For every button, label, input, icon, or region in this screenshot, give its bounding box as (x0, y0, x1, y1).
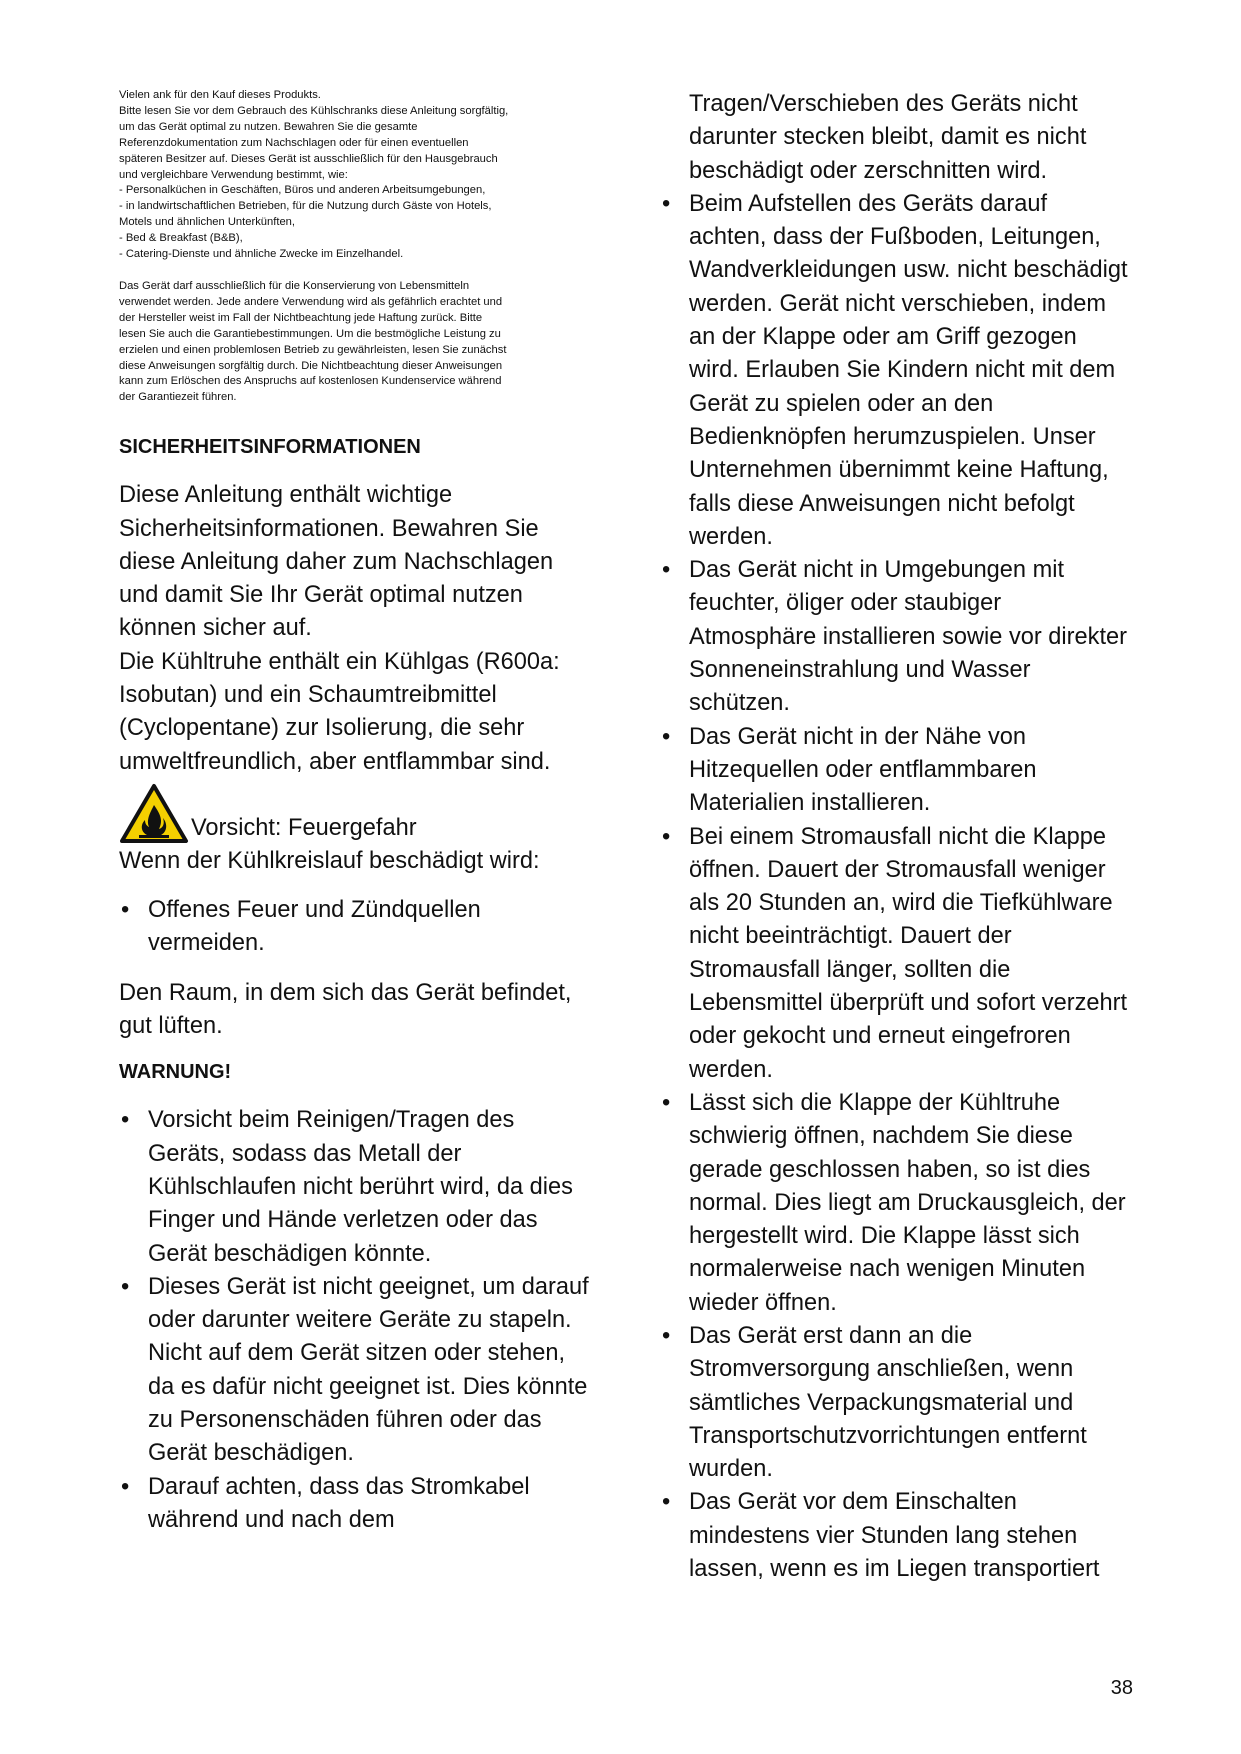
safety-body (119, 479, 589, 1043)
list-item-text: Das Gerät nicht in der Nähe von Hitzequellen oder entflammbaren Materialien installieren. (689, 723, 1037, 817)
bullet-icon: • (662, 823, 671, 850)
safety-paragraph-2: Die Kühltruhe enthält ein Kühlgas (R600a: Isobutan) und ein Schaumtreibmittel (Cyclopentane) zur Isolierung, die sehr umweltfreundlich, aber entflammbar sind. (119, 648, 560, 775)
circuit-list (119, 894, 589, 961)
bullet-icon: • (662, 1489, 671, 1516)
intro-line: - in landwirtschaftlichen Betrieben, für die Nutzung durch Gäste von Hotels, Motels und ähnlichen Unterkünften, (119, 200, 492, 229)
intro-line: - Catering-Dienste und ähnliche Zwecke im Einzelhandel. (119, 248, 404, 261)
left-column (119, 88, 589, 1537)
right-column (660, 88, 1130, 1586)
safety-paragraph-1: Diese Anleitung enthält wichtige Sicherheitsinformationen. Bewahren Sie diese Anleitung daher zum Nachschlagen und damit Sie Ihr Gerät optimal nutzen können sicher auf. (119, 482, 554, 642)
list-item (660, 1087, 1130, 1320)
list-item (119, 1271, 589, 1471)
list-item (119, 1104, 589, 1270)
bullet-icon: • (662, 190, 671, 217)
bullet-icon: • (121, 1273, 130, 1300)
ventilate-text: Den Raum, in dem sich das Gerät befindet, gut lüften. (119, 979, 572, 1040)
list-item-text: Offenes Feuer und Zündquellen vermeiden. (148, 897, 481, 957)
fire-warning-line (119, 779, 589, 845)
list-item (660, 721, 1130, 821)
list-item-text: Darauf achten, dass das Stromkabel während und nach dem (148, 1473, 530, 1533)
spacer (119, 263, 589, 279)
list-item (660, 1486, 1130, 1586)
list-item (660, 188, 1130, 554)
list-item-text: Vorsicht beim Reinigen/Tragen des Geräts, sodass das Metall der Kühlschlaufen nicht berührt wird, da dies Finger und Hände verletzen oder das Gerät beschädigen könnte. (148, 1107, 573, 1267)
list-item (119, 1471, 589, 1538)
list-item-text: Das Gerät vor dem Einschalten mindestens vier Stunden lang stehen lassen, wenn es im Liegen transportiert (689, 1489, 1100, 1583)
flammable-warning-icon (119, 783, 189, 845)
warning-heading: WARNUNG! (119, 1061, 232, 1084)
fire-warning-text: Vorsicht: Feuergefahr (191, 814, 417, 841)
intro-block (119, 88, 589, 406)
bullet-icon: • (662, 557, 671, 584)
list-item (660, 821, 1130, 1087)
conservation-paragraph: Das Gerät darf ausschließlich für die Konservierung von Lebensmitteln verwendet werden. Jede andere Verwendung wird als gefährlich erachtet und der Hersteller weist im Fall der Nichtbeachtung jede Haftung zurück. Bitte lesen Sie auch die Garantiebestimmungen. Um die bestmögliche Leistung zu erzielen und einen problemlosen Betrieb zu gewährleisten, lesen Sie zunächst diese Anweisungen sorgfältig durch. Die Nichtbeachtung dieser Anweisungen kann zum Erlöschen des Anspruchs auf kostenlosen Kundenservice während der Garantiezeit führen. (119, 279, 507, 404)
circuit-text: Wenn der Kühlkreislauf beschädigt wird: (119, 847, 540, 874)
list-item-text: Dieses Gerät ist nicht geeignet, um darauf oder darunter weitere Geräte zu stapeln. Nicht auf dem Gerät sitzen oder stehen, da es dafür nicht geeignet ist. Dies könnte zu Personenschäden führen oder das Gerät beschädigen. (148, 1273, 589, 1467)
bullet-icon: • (121, 1473, 130, 1500)
bullet-icon: • (662, 723, 671, 750)
list-item-text: Lässt sich die Klappe der Kühltruhe schwierig öffnen, nachdem Sie diese gerade geschlossen haben, so ist dies normal. Dies liegt am Druckausgleich, der hergestellt wird. Die Klappe lässt sich normalerweise nach wenigen Minuten wieder öffnen. (689, 1089, 1126, 1316)
list-item-text: Beim Aufstellen des Geräts darauf achten, dass der Fußboden, Leitungen, Wandverkleidungen usw. nicht beschädigt werden. Gerät nicht verschieben, indem an der Klappe oder am Griff gezogen wird. Erlauben Sie Kindern nicht mit dem Gerät zu spielen oder an den Bedienknöpfen herumzuspielen. Unser Unternehmen übernimmt keine Haftung, falls diese Anweisungen nicht befolgt werden. (689, 190, 1128, 550)
intro-line: Vielen ank für den Kauf dieses Produkts. (119, 89, 321, 101)
list-item (119, 894, 589, 961)
right-list (660, 188, 1130, 1586)
bullet-icon: • (121, 1107, 130, 1134)
list-item-text: Das Gerät nicht in Umgebungen mit feuchter, öliger oder staubiger Atmosphäre installieren sowie vor direkter Sonneneinstrahlung und Wasser schützen. (689, 557, 1127, 717)
bullet-icon: • (662, 1089, 671, 1116)
intro-line: Bitte lesen Sie vor dem Gebrauch des Kühlschranks diese Anleitung sorgfältig, um das Gerät optimal zu nutzen. Bewahren Sie die gesamte Referenzdokumentation zum Nachschlagen oder für einen eventuellen späteren Besitzer auf. Dieses Gerät ist ausschließlich für den Hausgebrauch und vergleichbare Verwendung bestimmt, wie: (119, 104, 509, 181)
intro-line: - Personalküchen in Geschäften, Büros und anderen Arbeitsumgebungen, (119, 184, 486, 197)
bullet-icon: • (662, 1322, 671, 1349)
warning-list (119, 1104, 589, 1537)
continuation-text: Tragen/Verschieben des Geräts nicht darunter stecken bleibt, damit es nicht beschädigt oder zerschnitten wird. (689, 91, 1087, 184)
list-item-text: Das Gerät erst dann an die Stromversorgung anschließen, wenn sämtliches Verpackungsmaterial und Transportschutzvorrichtungen entfernt wurden. (689, 1322, 1087, 1483)
list-item (660, 1320, 1130, 1486)
list-item (660, 554, 1130, 720)
intro-line: - Bed & Breakfast (B&B), (119, 232, 243, 245)
list-item-text: Bei einem Stromausfall nicht die Klappe öffnen. Dauert der Stromausfall weniger als 20 Stunden an, wird die Tiefkühlware nicht beeinträchtigt. Dauert der Stromausfall länger, sollten die Lebensmittel überprüft und sofort verzehrt oder gekocht und erneut eingefroren werden. (689, 823, 1128, 1083)
bullet-icon: • (121, 897, 130, 924)
page-number: 38 (1110, 1677, 1133, 1699)
safety-heading: SICHERHEITSINFORMATIONEN (119, 436, 421, 459)
